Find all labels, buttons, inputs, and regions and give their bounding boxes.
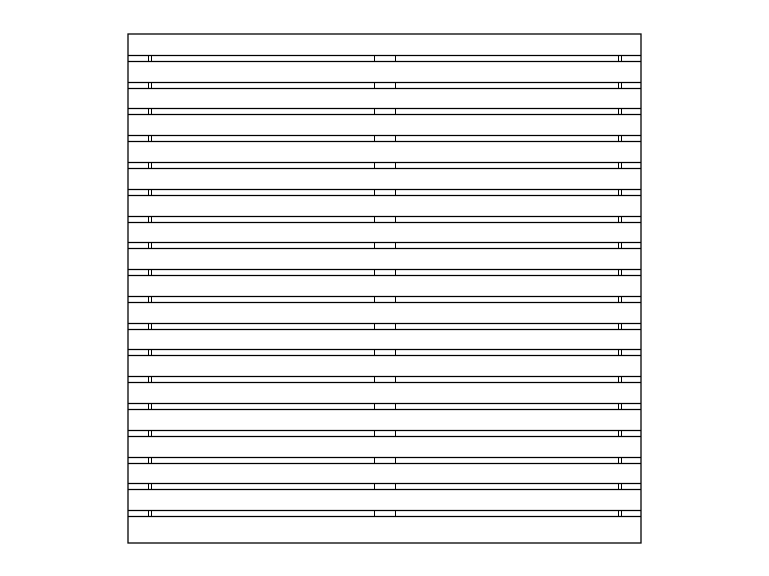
panel-outline: [128, 34, 641, 543]
slat-group: [128, 56, 641, 511]
batten-group: [128, 56, 641, 517]
